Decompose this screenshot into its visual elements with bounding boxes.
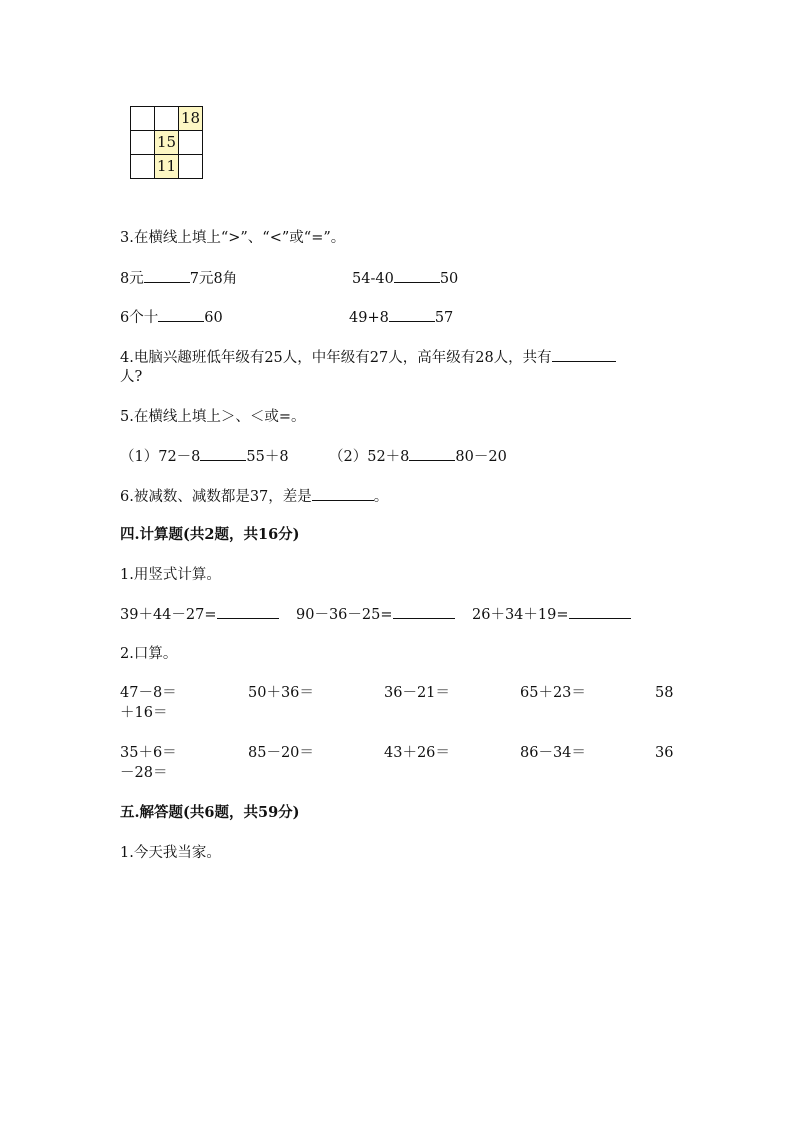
solve1-title: 1.今天我当家。 <box>120 845 221 861</box>
q3-item-left: 8元 <box>120 271 144 287</box>
answer-blank[interactable] <box>552 347 616 362</box>
grid-cell <box>131 155 155 179</box>
oral-calc-item: 43＋26＝ <box>384 745 450 761</box>
q4-line-2: 人? <box>120 369 143 385</box>
grid-cell <box>179 131 203 155</box>
q3-item-right: 57 <box>434 310 454 326</box>
oral-calc-item: 58 <box>655 685 674 701</box>
oral-calc-item: 36－21＝ <box>384 685 450 701</box>
grid-row <box>131 131 203 155</box>
q3-item-right: 60 <box>204 310 223 326</box>
calc1-item-3 <box>472 604 631 625</box>
q3-title: 3.在横线上填上“>”、“<”或“=”。 <box>120 230 346 246</box>
oral-calc-item: 65＋23＝ <box>520 685 586 701</box>
oral-calc-item: 50＋36＝ <box>248 685 314 701</box>
answer-blank[interactable] <box>217 604 279 619</box>
q3-item-4 <box>349 307 453 328</box>
calc1-title: 1.用竖式计算。 <box>120 567 221 583</box>
oral-calc-item: 36 <box>655 745 674 761</box>
q3-item-left: 6个十 <box>120 310 159 326</box>
q6-line <box>120 486 388 507</box>
answer-blank[interactable] <box>569 604 631 619</box>
grid-cell <box>131 107 155 131</box>
answer-blank[interactable] <box>389 307 435 322</box>
calc-expression: 39＋44－27= <box>120 607 217 623</box>
q5-item-left: （1）72－8 <box>120 449 201 465</box>
answer-blank[interactable] <box>394 268 440 283</box>
q5-title: 5.在横线上填上＞、＜或=。 <box>120 409 306 425</box>
section-5-heading: 五.解答题(共6题，共59分) <box>120 804 300 821</box>
oral-calc-item: 47－8＝ <box>120 685 177 701</box>
answer-blank[interactable] <box>200 446 246 461</box>
answer-blank[interactable] <box>393 604 455 619</box>
oral-calc-item-wrap: －28＝ <box>120 765 168 781</box>
q6-end: 。 <box>373 489 389 505</box>
calc-expression: 26＋34＋19= <box>472 607 569 623</box>
oral-calc-item: 35＋6＝ <box>120 745 177 761</box>
q3-item-1 <box>120 268 237 289</box>
answer-blank[interactable] <box>144 268 190 283</box>
calc1-item-1 <box>120 604 279 625</box>
q5-item-right: 55＋8 <box>246 449 289 465</box>
q5-item-1 <box>120 446 289 467</box>
calc2-title: 2.口算。 <box>120 646 178 662</box>
answer-blank[interactable] <box>409 446 455 461</box>
oral-calc-item: 86－34＝ <box>520 745 586 761</box>
q5-item-right: 80－20 <box>455 449 507 465</box>
answer-blank[interactable] <box>312 486 374 501</box>
q4-text: 4.电脑兴趣班低年级有25人，中年级有27人，高年级有28人，共有 <box>120 350 552 366</box>
q3-item-2 <box>352 268 458 289</box>
q5-item-left: （2）52＋8 <box>329 449 410 465</box>
grid-cell <box>155 107 179 131</box>
answer-blank[interactable] <box>158 307 204 322</box>
number-grid <box>130 106 203 179</box>
q4-line-1 <box>120 347 616 368</box>
grid-cell <box>131 131 155 155</box>
section-4-heading: 四.计算题(共2题，共16分) <box>120 526 300 543</box>
grid-row <box>131 107 203 131</box>
q6-text: 6.被减数、减数都是37，差是 <box>120 489 312 505</box>
grid-cell: 15 <box>155 131 179 155</box>
grid-cell: 11 <box>155 155 179 179</box>
q3-item-left: 49+8 <box>349 310 389 326</box>
calc1-item-2 <box>296 604 455 625</box>
q3-item-3 <box>120 307 223 328</box>
q5-item-2 <box>329 446 507 467</box>
q3-item-right: 7元8角 <box>189 271 238 287</box>
grid-cell: 18 <box>179 107 203 131</box>
calc-expression: 90－36－25= <box>296 607 393 623</box>
grid-cell <box>179 155 203 179</box>
oral-calc-item-wrap: ＋16＝ <box>120 705 168 721</box>
q3-item-right: 50 <box>439 271 459 287</box>
oral-calc-item: 85－20＝ <box>248 745 314 761</box>
q3-item-left: 54-40 <box>352 271 394 287</box>
grid-row <box>131 155 203 179</box>
